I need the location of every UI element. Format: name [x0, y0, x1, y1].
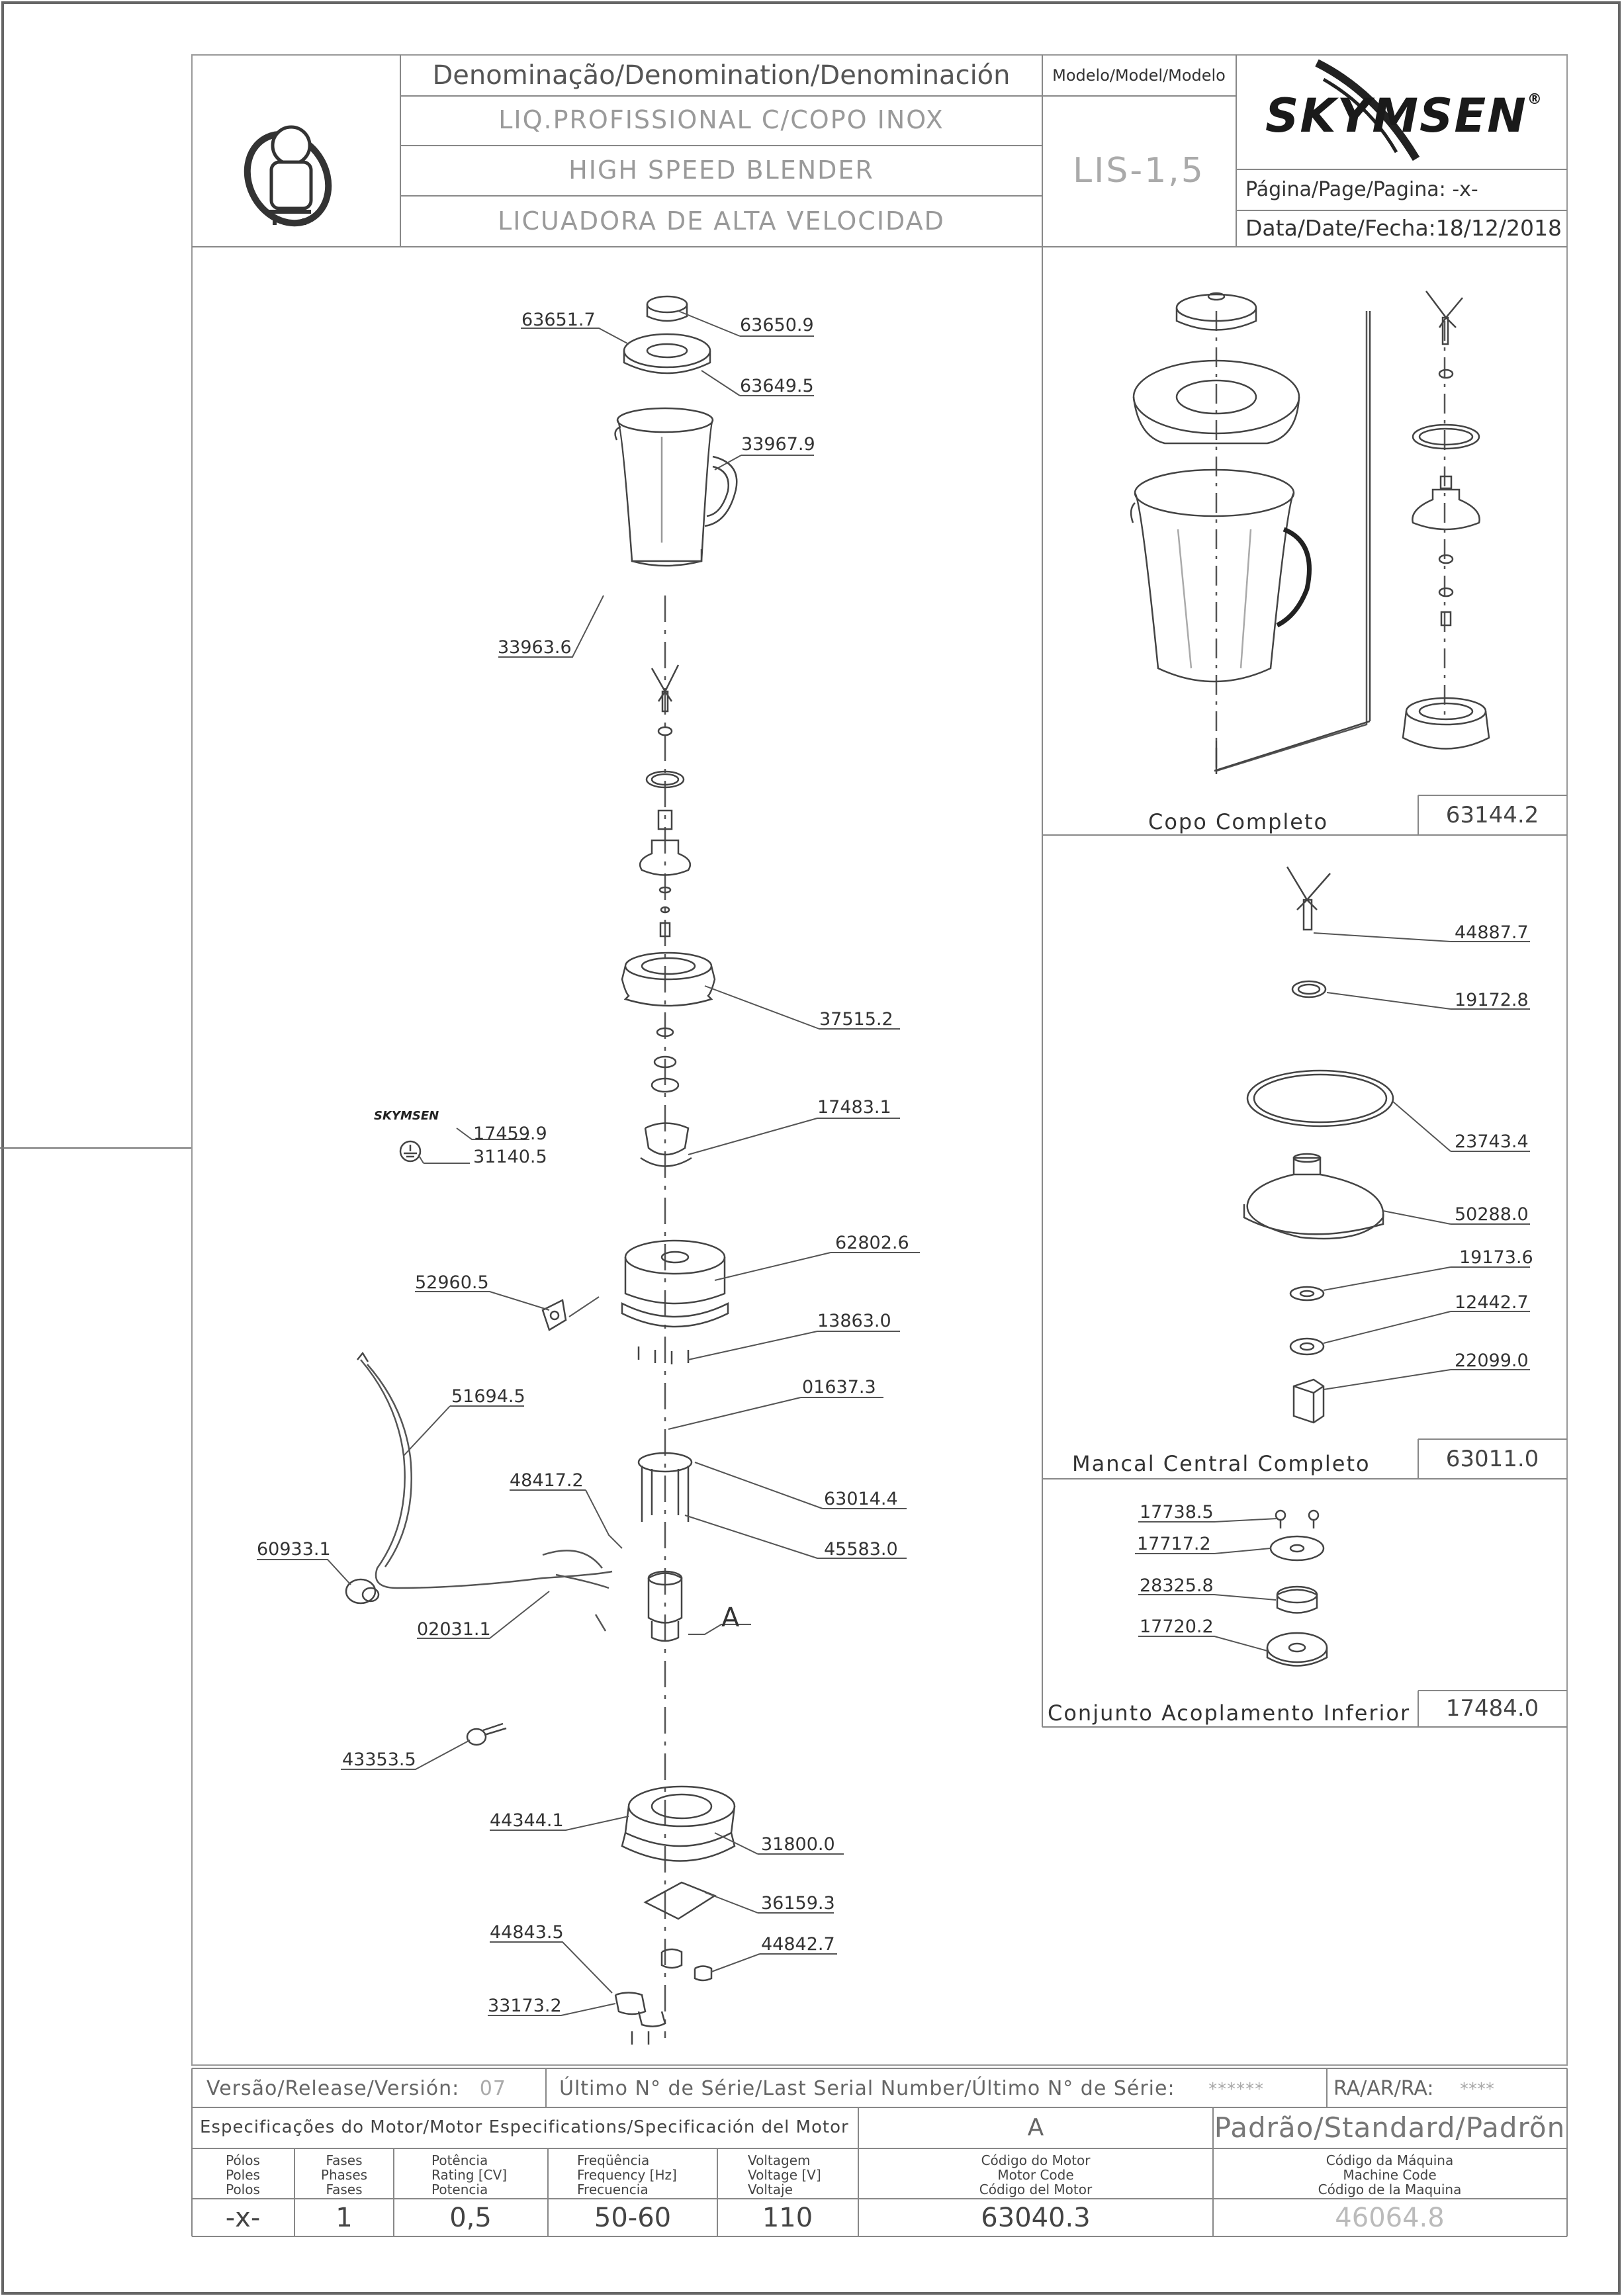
- part-01637-3: 01637.3: [802, 1377, 876, 1397]
- spec-value-poles: -x-: [225, 2203, 261, 2233]
- part-44843-5: 44843.5: [490, 1922, 564, 1943]
- standard-label: Padrão/Standard/Padrõn: [1214, 2111, 1566, 2144]
- version-value: 07: [479, 2077, 506, 2100]
- col-label-pt: Voltagem: [748, 2152, 811, 2168]
- brand-registered-mark: ®: [1527, 91, 1543, 108]
- part-36159-3: 36159.3: [761, 1893, 835, 1914]
- col-label-es: Potencia: [431, 2182, 488, 2197]
- date-value: 18/12/2018: [1435, 215, 1562, 241]
- acopl-part-28325-8: 28325.8: [1140, 1575, 1214, 1596]
- mancal-part-50288-0: 50288.0: [1455, 1204, 1529, 1225]
- version-label: Versão/Release/Versión:: [206, 2077, 460, 2100]
- ra-label: RA/AR/RA:: [1333, 2077, 1434, 2100]
- spec-value-machine-code: 46064.8: [1335, 2203, 1445, 2233]
- mancal-part-22099-0: 22099.0: [1455, 1350, 1529, 1371]
- brand-logo: [1265, 89, 1543, 143]
- part-62802-6: 62802.6: [835, 1233, 909, 1253]
- mancal-part-12442-7: 12442.7: [1455, 1292, 1529, 1313]
- part-51694-5: 51694.5: [451, 1386, 525, 1407]
- product-name-es: LICUADORA DE ALTA VELOCIDAD: [498, 206, 945, 236]
- col-label-es: Voltaje: [748, 2182, 793, 2197]
- part-44344-1: 44344.1: [490, 1810, 564, 1831]
- acoplamento-panel-code: 17484.0: [1445, 1695, 1539, 1722]
- part-63014-4: 63014.4: [824, 1489, 898, 1509]
- part-17459-9: 17459.9: [473, 1124, 547, 1144]
- motor-spec-label: Especificações do Motor/Motor Especifications/Specificación del Motor: [200, 2117, 849, 2137]
- product-name-en: HIGH SPEED BLENDER: [568, 155, 874, 185]
- ra-value: ****: [1460, 2080, 1495, 2099]
- col-label-en: Motor Code: [997, 2167, 1074, 2183]
- col-label-en: Poles: [226, 2167, 260, 2183]
- mancal-panel-code: 63011.0: [1445, 1446, 1539, 1472]
- spec-col-phases: [321, 2153, 367, 2197]
- page-value: -x-: [1452, 178, 1478, 201]
- skymsen-small-logo: SKYMSEN: [374, 1109, 439, 1123]
- denomination-label: Denominação/Denomination/Denominación: [432, 60, 1011, 91]
- col-label-pt: Pólos: [226, 2152, 260, 2168]
- part-02031-1: 02031.1: [417, 1619, 491, 1640]
- col-label-pt: Freqüência: [577, 2152, 650, 2168]
- col-label-pt: Potência: [431, 2152, 488, 2168]
- part-33963-6: 33963.6: [498, 637, 572, 658]
- serial-field: [559, 2079, 1264, 2099]
- col-label-pt: Fases: [326, 2152, 363, 2168]
- mancal-part-19172-8: 19172.8: [1455, 990, 1529, 1010]
- col-label-en: Machine Code: [1343, 2167, 1437, 2183]
- seal-text: [205, 235, 217, 236]
- page-field: [1245, 180, 1478, 200]
- col-label-es: Código de la Maquina: [1318, 2182, 1462, 2197]
- part-60933-1: 60933.1: [257, 1539, 331, 1560]
- col-label-es: Fases: [326, 2182, 363, 2197]
- part-31140-5: 31140.5: [473, 1147, 547, 1167]
- part-33173-2: 33173.2: [488, 1996, 562, 2016]
- col-label-pt: Código da Máquina: [1326, 2152, 1454, 2168]
- acopl-part-17738-5: 17738.5: [1140, 1502, 1214, 1523]
- ra-field: [1333, 2079, 1494, 2099]
- part-37515-2: 37515.2: [819, 1009, 893, 1030]
- part-63649-5: 63649.5: [740, 376, 814, 396]
- motor-spec-ref: A: [1027, 2114, 1044, 2141]
- col-label-en: Voltage [V]: [748, 2167, 821, 2183]
- product-name-pt: LIQ.PROFISSIONAL C/COPO INOX: [498, 105, 944, 134]
- col-label-en: Phases: [320, 2167, 368, 2183]
- spec-col-voltage: [748, 2153, 821, 2197]
- motor-ref-a: A: [721, 1603, 740, 1633]
- spec-value-motor-code: 63040.3: [981, 2203, 1091, 2233]
- copo-panel-code: 63144.2: [1445, 802, 1539, 828]
- col-label-pt: Código do Motor: [981, 2152, 1091, 2168]
- part-17483-1: 17483.1: [817, 1097, 891, 1118]
- col-label-es: Frecuencia: [577, 2182, 649, 2197]
- spec-value-frequency: 50-60: [594, 2203, 672, 2233]
- copo-panel-title: Copo Completo: [1148, 809, 1329, 834]
- model-value: LIS-1,5: [1073, 151, 1205, 191]
- page-label: Página/Page/Pagina:: [1245, 178, 1446, 201]
- col-label-en: Frequency [Hz]: [577, 2167, 677, 2183]
- col-label-en: Rating [CV]: [431, 2167, 508, 2183]
- part-63651-7: 63651.7: [521, 310, 596, 330]
- date-label: Data/Date/Fecha:: [1245, 215, 1436, 241]
- part-33967-9: 33967.9: [741, 434, 815, 455]
- part-63650-9: 63650.9: [740, 315, 814, 335]
- part-48417-2: 48417.2: [510, 1470, 584, 1491]
- serial-label: Último N° de Série/Last Serial Number/Último N° de Série:: [559, 2077, 1175, 2100]
- spec-col-machine-code: [1318, 2153, 1462, 2197]
- part-31800-0: 31800.0: [761, 1834, 835, 1855]
- spec-col-rating: [431, 2153, 507, 2197]
- spec-value-voltage: 110: [762, 2203, 813, 2233]
- col-label-es: Polos: [226, 2182, 260, 2197]
- brand-name: SKYMSEN: [1265, 89, 1527, 143]
- date-field: [1245, 217, 1562, 239]
- col-label-es: Código del Motor: [979, 2182, 1093, 2197]
- mancal-part-44887-7: 44887.7: [1455, 922, 1529, 943]
- serial-value: ******: [1208, 2080, 1265, 2099]
- spec-col-motor-code: [979, 2153, 1092, 2197]
- part-43353-5: 43353.5: [342, 1749, 416, 1770]
- acoplamento-panel-title: Conjunto Acoplamento Inferior: [1048, 1700, 1411, 1726]
- mancal-panel-title: Mancal Central Completo: [1072, 1451, 1371, 1476]
- part-44842-7: 44842.7: [761, 1934, 835, 1955]
- spec-col-poles: [226, 2153, 260, 2197]
- acopl-part-17720-2: 17720.2: [1140, 1616, 1214, 1637]
- spec-col-frequency: [577, 2153, 677, 2197]
- mancal-part-23743-4: 23743.4: [1455, 1131, 1529, 1152]
- spec-value-rating: 0,5: [449, 2203, 492, 2233]
- part-13863-0: 13863.0: [817, 1311, 891, 1331]
- version-field: [206, 2079, 506, 2099]
- part-45583-0: 45583.0: [824, 1539, 898, 1560]
- mancal-part-19173-6: 19173.6: [1459, 1247, 1533, 1268]
- authorized-service-seal: [232, 119, 344, 238]
- model-label: Modelo/Model/Modelo: [1052, 66, 1226, 85]
- part-52960-5: 52960.5: [415, 1272, 489, 1293]
- acopl-part-17717-2: 17717.2: [1137, 1534, 1211, 1554]
- spec-value-phases: 1: [336, 2203, 353, 2233]
